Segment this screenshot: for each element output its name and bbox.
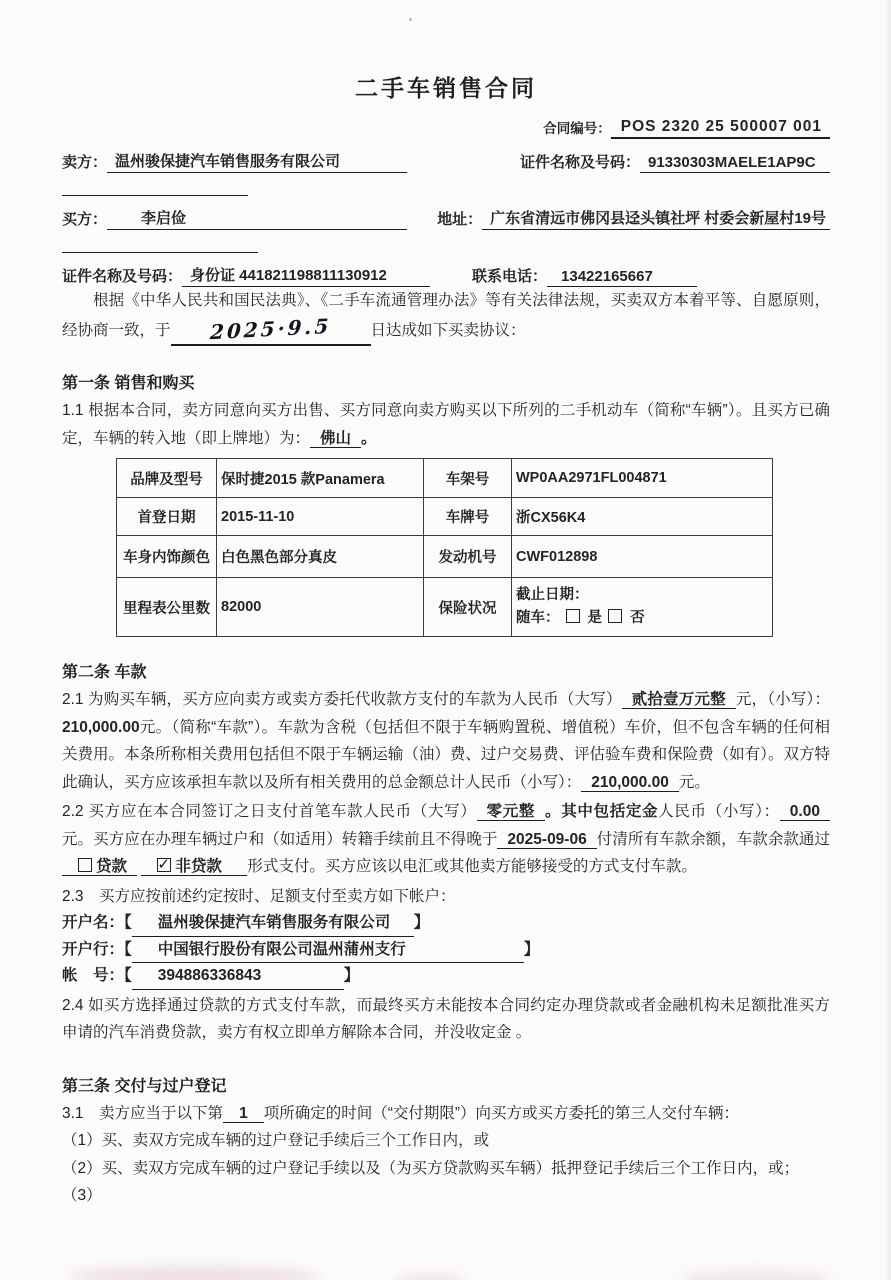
- scan-smudge: [681, 1270, 831, 1280]
- insurance-label: 保险状况: [424, 578, 512, 637]
- contract-content: [62, 70, 830, 1210]
- buyer-id-row: [62, 260, 830, 287]
- amount-capital-field: 贰拾壹万元整: [622, 691, 736, 709]
- clause3-1-text-b: 项所确定的时间（“交付期限”）向买方或买方委托的第三人交付车辆：: [263, 1104, 740, 1122]
- phone-field: 13422165667: [547, 268, 697, 287]
- buyer-continuation-underline: [62, 236, 258, 253]
- clause2-1-text-d: 元。: [678, 773, 710, 791]
- buyer-name-field: 李启俭: [107, 207, 407, 230]
- preamble-text-a: 根据《中华人民共和国民法典》、《二手车流通管理办法》等有关法律法规，买卖双方本着平等、自愿原则，经协商一致，于: [62, 292, 830, 339]
- contract-number-label: 合同编号：: [543, 121, 611, 136]
- clause2-2-text-f: 形式支付。买方应该以电汇或其他卖方能够接受的方式支付车款。: [247, 858, 697, 875]
- contract-number-row: [62, 115, 830, 139]
- clause2-1-text-c: 元。（简称“车款”）。车款为含税（包括但不限于车辆购置税、增值税）车价，但不包含车辆的任何相关费用。本条所称相关费用包括但不限于车辆运输（油）费、过户交易费、评估验车费和保险费（如有）。双方特此确认，买方应该承担车款以及所有相关费用的总金额总计人民币（小写）：: [62, 718, 830, 791]
- delivery-item-2: （2）买、卖双方完成车辆的过户登记手续以及（为买方贷款购买车辆）抵押登记手续后三个工作日内，或；: [62, 1159, 800, 1177]
- checkbox-unchecked-icon: [78, 858, 92, 872]
- contract-number-value: POS 2320 25 500007 001: [611, 118, 830, 139]
- account-number-field: 394886336843: [132, 963, 344, 990]
- account-bank-field: 中国银行股份有限公司温州蒲州支行: [132, 937, 524, 964]
- signing-date-field: [171, 315, 371, 347]
- vin-value: WP0AA2971FL004871: [512, 459, 773, 498]
- color-label: 车身内饰颜色: [117, 536, 217, 578]
- engine-no-label: 发动机号: [424, 536, 512, 578]
- table-row: [117, 536, 773, 578]
- total-amount-field: 210,000.00: [581, 774, 679, 792]
- account-number-label: 帐 号：【: [62, 967, 132, 984]
- clause1-text-b: 。: [361, 429, 377, 447]
- delivery-option-field: 1: [223, 1105, 264, 1123]
- table-row: [117, 459, 773, 498]
- first-reg-date-value: 2015-11-10: [217, 498, 424, 536]
- table-row: [117, 498, 773, 536]
- clause3-1-paragraph: [62, 1100, 830, 1128]
- clause2-2-paragraph: 2.2 买方应在本合同签订之日支付首笔车款人民币（大写） 零元整 。其中包括定金人民币（小写）： 0.00元。买方应在办理车辆过户和（如适用）转籍手续前且不得晚于 2025-09-06 付清所有车款余额，车款余款通过贷款 ✓ 非贷款 形式支付。买方应该以电汇或其他卖方能够接受的方式支付车款。: [62, 803, 830, 875]
- checkbox-unchecked-icon: [608, 609, 622, 623]
- clause2-4-paragraph: 2.4 如买方选择通过贷款的方式支付车款，而最终买方未能按本合同约定办理贷款或者金融机构未足额批准买方申请的汽车消费贷款，卖方有权立即单方解除本合同，并没收定金 。: [62, 996, 830, 1041]
- deposit-bold-text: 其中包括定金: [561, 803, 659, 820]
- seller-label: 卖方：: [62, 154, 108, 171]
- seller-id-field: 91330303MAELE1AP9C: [640, 154, 830, 173]
- clause2-1-paragraph: [62, 686, 830, 796]
- delivery-item-3: （3）: [62, 1187, 102, 1204]
- clause1-heading: 第一条 销售和购买: [62, 375, 195, 392]
- account-number-row: 帐 号：【 394886336843 】: [62, 963, 830, 990]
- amount-number-field: 210,000.00: [62, 718, 140, 736]
- first-payment-field: 零元整: [477, 803, 546, 821]
- handwritten-date: 2025·9.5: [209, 313, 332, 344]
- checkbox-unchecked-icon: [566, 609, 580, 623]
- account-bank-row: 开户行：【 中国银行股份有限公司温州蒲州支行 】: [62, 937, 830, 964]
- clause2-2-text-d: 元。买方应在办理车辆过户和（如适用）转籍手续前且不得晚于: [62, 830, 498, 848]
- address-label: 地址：: [437, 211, 483, 228]
- pay-deadline-field: 2025-09-06: [497, 831, 596, 849]
- account-name-row: 开户名：【 温州骏保捷汽车销售服务有限公司 】: [62, 910, 830, 937]
- brand-model-value: 保时捷2015 款Panamera: [217, 459, 424, 498]
- nonloan-option-field: ✓ 非贷款: [141, 858, 247, 876]
- seller-name-continuation-underline: [62, 179, 248, 196]
- table-row: [117, 578, 773, 637]
- scan-smudge: [70, 1266, 320, 1280]
- buyer-row: [62, 203, 830, 230]
- phone-label: 联系电话：: [472, 268, 548, 285]
- scan-dot-artifact: [409, 18, 412, 21]
- clause2-3-paragraph: 2.3 买方应按前述约定按时、足额支付至卖方如下帐户：: [62, 887, 456, 905]
- buyer-id-field: 身份证 441821198811130912: [182, 264, 430, 287]
- clause2-heading: 第二条 车款: [62, 664, 147, 681]
- clause2-2-text-e: 付清所有车款余额，车款余款通过: [596, 830, 830, 848]
- first-reg-date-label: 首登日期: [117, 498, 217, 536]
- mileage-label: 里程表公里数: [117, 578, 217, 637]
- account-bank-label: 开户行：【: [62, 940, 132, 958]
- seller-name-field: 温州骏保捷汽车销售服务有限公司: [107, 150, 407, 173]
- checkbox-checked-icon: ✓: [157, 856, 170, 873]
- clause2-2-text-a: 2.2 买方应在本合同签订之日支付首笔车款人民币（大写）: [62, 803, 477, 820]
- address-field: 广东省清远市佛冈县迳头镇社坪 村委会新屋村19号: [482, 207, 830, 230]
- clause2-1-text-b: 元，（小写）：: [735, 691, 830, 708]
- buyer-label: 买方：: [62, 211, 108, 228]
- account-name-label: 开户名：【: [62, 914, 132, 931]
- clause3-1-text-a: 3.1 卖方应当于以下第: [62, 1104, 224, 1122]
- seller-row: [62, 146, 830, 173]
- clause2-1-text-a: 2.1 为购买车辆，买方应向卖方或卖方委托代收款方支付的车款为人民币（大写）: [62, 691, 622, 708]
- mileage-value: 82000: [217, 578, 424, 637]
- clause1-paragraph: [62, 397, 830, 452]
- vehicle-info-table: [116, 458, 773, 637]
- loan-option-field: 贷款: [62, 858, 137, 876]
- clause1-text-a: 1.1 根据本合同，卖方同意向买方出售、买方同意向卖方购买以下所列的二手机动车（简称“车辆”）。且买方已确定，车辆的转入地（即上牌地）为：: [62, 402, 830, 447]
- transfer-place-field: 佛山: [310, 430, 361, 448]
- vin-label: 车架号: [424, 459, 512, 498]
- plate-no-value: 浙CX56K4: [512, 498, 773, 536]
- insurance-deadline: 截止日期：: [516, 587, 589, 603]
- insurance-value: [512, 578, 773, 637]
- preamble-text-b: 日达成如下买卖协议：: [370, 321, 526, 339]
- clause2-2-text-c: 人民币（小写）：: [658, 803, 780, 820]
- delivery-item-1: （1）买、卖双方完成车辆的过户登记手续后三个工作日内，或: [62, 1132, 490, 1149]
- scan-smudge: [395, 1274, 465, 1280]
- color-value: 白色黑色部分真皮: [217, 536, 424, 578]
- plate-no-label: 车牌号: [424, 498, 512, 536]
- account-name-field: 温州骏保捷汽车销售服务有限公司: [132, 910, 414, 937]
- page-title: 二手车销售合同: [355, 75, 537, 101]
- engine-no-value: CWF012898: [512, 536, 773, 578]
- buyer-id-label: 证件名称及号码：: [62, 268, 183, 285]
- insurance-with-car: 随车： 是 否: [516, 610, 645, 626]
- seller-id-label: 证件名称及号码：: [519, 154, 640, 171]
- preamble-paragraph: [62, 287, 830, 346]
- clause3-heading: 第三条 交付与过户登记: [62, 1077, 227, 1095]
- brand-model-label: 品牌及型号: [117, 459, 217, 498]
- deposit-number-field: 0.00: [780, 803, 830, 821]
